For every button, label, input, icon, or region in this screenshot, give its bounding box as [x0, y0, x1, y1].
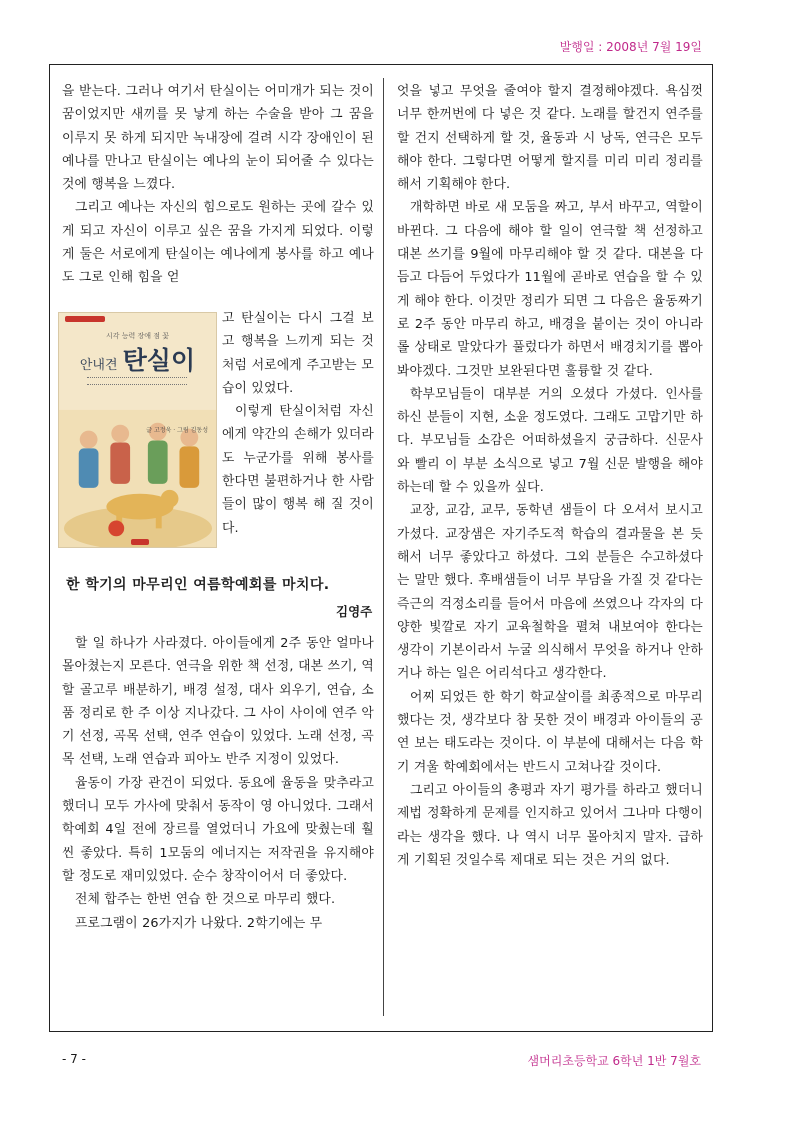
column-divider	[383, 78, 384, 1016]
paragraph: 개학하면 바로 새 모둠을 짜고, 부서 바꾸고, 역할이 바뀐다. 그 다음에 해야 할 일이 연극할 책 선정하고 대본 쓰기를 9월에 마무리해야 할 것 같다. 대본을 다듬고 다듬어 두었다가 11월에 곧바로 연습을 할 수 있게 해야 한다. 이것만 정리가 되면 그 다음은 율동짜기로 2주 동안 마무리 하고, 배경을 붙이는 것이 아니라 롤 상태로 말았다가 풀렀다가 하면서 배경치기를 뽑아봐야겠다. 그것만 보완된다면 훌륭할 것 같다.	[397, 200, 703, 379]
paragraph: 을 받는다. 그러나 여기서 탄실이는 어미개가 되는 것이 꿈이었지만 새끼를 못 낳게 하는 수술을 받아 그 꿈을 이루지 못 하게 되지만 녹내장에 걸려 시각 장애인이 된 예나를 만나고 탄실이는 예나의 눈이 되어줄 수 있다는 것에 행복을 느꼈다.	[62, 84, 374, 193]
paragraph: 전체 합주는 한번 연습 한 것으로 마무리 했다.	[75, 892, 336, 908]
issue-date: 발행일 : 2008년 7월 19일	[559, 40, 702, 54]
paragraph: 율동이 가장 관건이 되었다. 동요에 율동을 맞추라고 했더니 모두 가사에 맞춰서 동작이 영 아니었다. 그래서 학예회 4일 전에 장르를 열었더니 가요에 맞췄는데 훨씬 좋았다. 특히 1모둠의 에너지는 저작권을 유지해야 할 정도로 재미있었다. 순수 창작이어서 더 좋았다.	[62, 775, 374, 884]
publisher-logo	[131, 539, 149, 545]
book-subtitle: 시각 능력 장애 점 꽃	[106, 332, 169, 340]
paragraph: 그리고 아이들의 총평과 자기 평가를 하라고 했더니 제법 정확하게 문제를 인지하고 있어서 그나마 다행이라는 생각을 했다. 나 역시 너무 몰아치지 말자. 급하게 기획된 것일수록 제대로 되는 것은 거의 없다.	[397, 782, 703, 868]
right-column	[397, 80, 703, 872]
paragraph: 그리고 예나는 자신의 힘으로도 원하는 곳에 갈수 있게 되고 자신이 이루고 싶은 꿈을 가지게 되었다. 이렇게 둘은 서로에게 탄실이는 예나에게 봉사를 하고 예나도 그로 인해 힘을 얻	[62, 200, 374, 286]
series-logo	[65, 316, 105, 322]
book-cover-image	[58, 312, 217, 548]
left-column-top	[62, 80, 374, 290]
paragraph: 할 일 하나가 사라졌다. 아이들에게 2주 동안 얼마나 몰아쳤는지 모른다. 연극을 위한 책 선정, 대본 쓰기, 역할 골고루 배분하기, 배경 설정, 대사 외우기, 연습, 소품 정리로 한 주 이상 지나갔다. 그 사이 사이에 연주 악기 선정, 곡목 선택, 연주 연습이 있었다. 노래 선정, 곡목 선택, 노래 연습과 피아노 반주 지정이 있었다.	[62, 636, 374, 768]
book-title-small: 안내견	[79, 358, 118, 373]
paragraph: 프로그램이 26가지가 나왔다. 2학기에는 무	[75, 915, 323, 931]
paragraph: 고 탄실이는 다시 그걸 보고 행복을 느끼게 되는 것처럼 서로에게 주고받는 모습이 있었다.	[222, 311, 374, 396]
paragraph: 학부모님들이 대부분 거의 오셨다 가셨다. 인사를 하신 분들이 지현, 소윤 정도였다. 그래도 고맙기만 하다. 부모님들 소감은 어떠하셨을지 궁금하다. 신문사와 빨리 이 부분 소식으로 넣고 7월 신문 발행을 해야 하는데 할 수 있을까 싶다.	[397, 386, 703, 496]
book-author: 글 고정욱 · 그림 김동성	[146, 427, 208, 434]
left-column-bottom	[62, 632, 374, 935]
article-author: 김영주	[336, 604, 373, 619]
braille-dots	[87, 377, 187, 385]
paragraph: 교장, 교감, 교무, 동학년 샘들이 다 오셔서 보시고 가셨다. 교장샘은 자기주도적 학습의 결과물을 본 듯해서 너무 좋았다고 하셨다. 그외 분들은 수고하셨다는 말만 했다. 후배샘들이 너무 부담을 가질 것 같다는 즉근의 걱정소리를 들어서 마음에 쓰였으나 각자의 다양한 빛깔로 자기 교육철학을 펼쳐 내보여야 한다는 생각이 기본이라서 누굴 의식해서 무엇을 하거나 안하거나 하는 일은 어리석다고 생각한다.	[397, 503, 703, 682]
left-column-wrap	[222, 307, 374, 540]
paragraph: 엇을 넣고 무엇을 줄여야 할지 결정해야겠다. 욕심껏 너무 한꺼번에 다 넣은 것 같다. 노래를 할건지 연주를 할 건지 선택하게 할 것, 율동과 시 낭독, 연극은 모두 해야 한다. 그렇다면 어떻게 할지를 미리 미리 정리를 해서 기획해야 한다.	[397, 84, 703, 193]
page-number: - 7 -	[62, 1052, 86, 1066]
publication-name: 샘머리초등학교 6학년 1반 7월호	[527, 1054, 701, 1068]
paragraph: 이렇게 탄실이처럼 자신에게 약간의 손해가 있더라도 누군가를 위해 봉사를 한다면 불편하거나 한 사람들이 많이 행복 해 질 것이다.	[222, 404, 374, 536]
book-title	[59, 341, 216, 377]
section-title: 한 학기의 마무리인 여름학예회를 마치다.	[66, 577, 330, 593]
paragraph: 어찌 되었든 한 학기 학교살이를 최종적으로 마무리 했다는 것, 생각보다 참 못한 것이 배경과 아이들의 공연 보는 태도라는 것이다. 이 부분에 대해서는 다음 학기 겨울 학예회에서는 반드시 고쳐나갈 것이다.	[397, 689, 703, 775]
book-title-big: 탄실이	[122, 346, 196, 375]
